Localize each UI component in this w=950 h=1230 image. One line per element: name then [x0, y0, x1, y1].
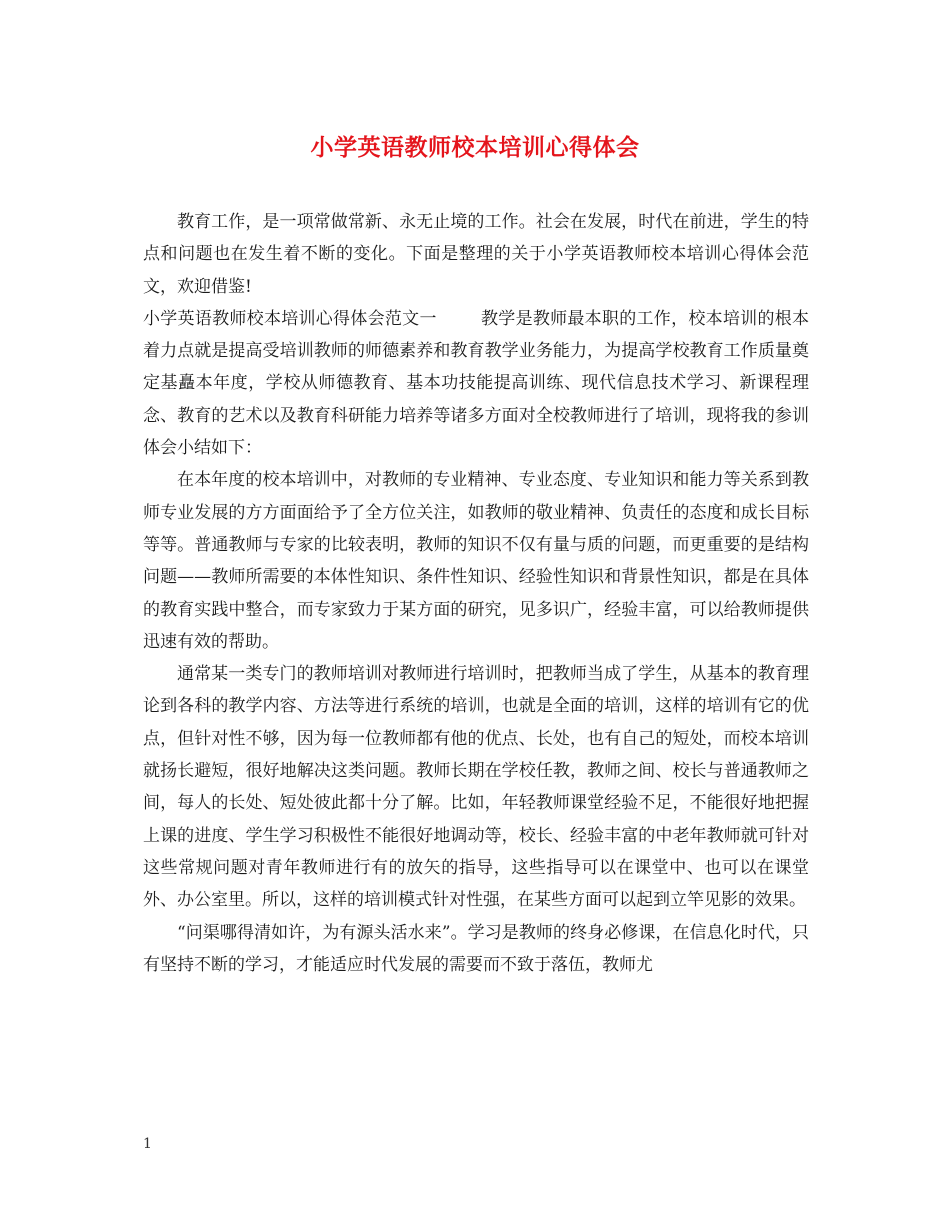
- document-body: [143, 206, 809, 981]
- paragraph-3: 通常某一类专门的教师培训对教师进行培训时，把教师当成了学生，从基本的教育理论到各科的教学内容、方法等进行系统的培训，也就是全面的培训，这样的培训有它的优点，但针对性不够，因为每一位教师都有他的优点、长处，也有自己的短处，而校本培训就扬长避短，很好地解决这类问题。教师长期在学校任教，教师之间、校长与普通教师之间，每人的长处、短处彼此都十分了解。比如，年轻教师课堂经验不足，不能很好地把握上课的进度、学生学习积极性不能很好地调动等，校长、经验丰富的中老年教师就可针对这些常规问题对青年教师进行有的放矢的指导，这些指导可以在课堂中、也可以在课堂外、办公室里。所以，这样的培训模式针对性强，在某些方面可以起到立竿见影的效果。: [143, 664, 809, 911]
- page-number: 1: [143, 1136, 152, 1152]
- paragraph-1: 教学是教师最本职的工作，校本培训的根本着力点就是提高受培训教师的师德素养和教育教学业务能力，为提高学校教育工作质量奠定基矗本年度，学校从师德教育、基本功技能提高训练、现代信息技术学习、新课程理念、教育的艺术以及教育科研能力培养等诸多方面对全校教师进行了培训，现将我的参训体会小结如下：: [143, 308, 810, 459]
- document-title: 小学英语教师校本培训心得体会: [310, 134, 640, 161]
- section-paragraph: [143, 303, 809, 464]
- section-heading: 小学英语教师校本培训心得体会范文一: [143, 308, 437, 329]
- paragraph-2: 在本年度的校本培训中，对教师的专业精神、专业态度、专业知识和能力等关系到教师专业发展的方方面面给予了全方位关注，如教师的敬业精神、负责任的态度和成长目标等等。普通教师与专家的比较表明，教师的知识不仅有量与质的问题，而更重要的是结构问题——教师所需要的本体性知识、条件性知识、经验性知识和背景性知识，都是在具体的教育实践中整合，而专家致力于某方面的研究，见多识广，经验丰富，可以给教师提供迅速有效的帮助。: [143, 470, 809, 652]
- paragraph-4: “问渠哪得清如许，为有源头活水来”。学习是教师的终身必修课，在信息化时代，只有坚持不断的学习，才能适应时代发展的需要而不致于落伍，教师尤: [143, 922, 809, 975]
- intro-paragraph: 教育工作，是一项常做常新、永无止境的工作。社会在发展，时代在前进，学生的特点和问题也在发生着不断的变化。下面是整理的关于小学英语教师校本培训心得体会范文，欢迎借鉴!: [143, 212, 809, 297]
